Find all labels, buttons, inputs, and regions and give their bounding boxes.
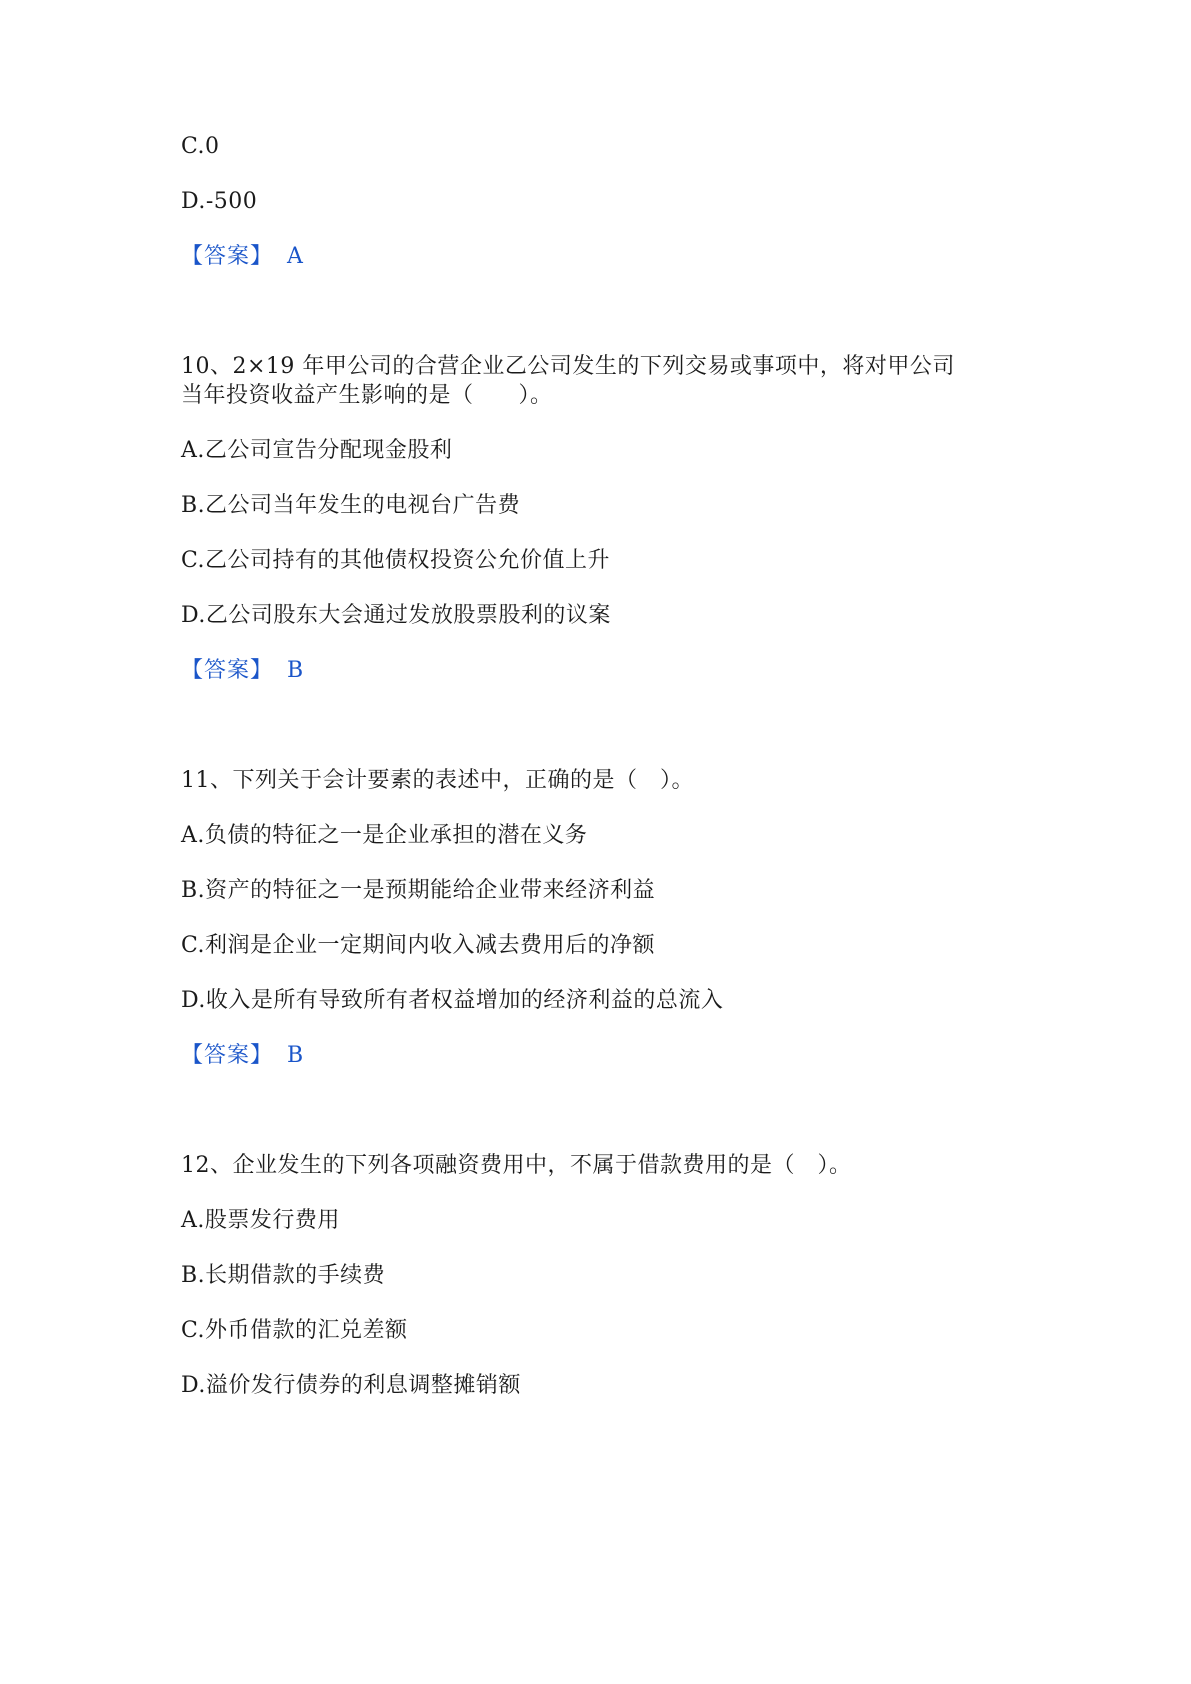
question-12-option-d: D.溢价发行债券的利息调整摊销额 [181,1373,521,1398]
question-10-answer-line [181,656,303,686]
answer-value: B [287,658,304,683]
question-12-option-c: C.外币借款的汇兑差额 [181,1318,408,1343]
question-11-option-a: A.负债的特征之一是企业承担的潜在义务 [181,823,588,848]
question-11-option-d: D.收入是所有导致所有者权益增加的经济利益的总流入 [181,988,724,1013]
question-11-option-b: B.资产的特征之一是预期能给企业带来经济利益 [181,878,656,903]
answer-value: B [287,1043,304,1068]
answer-label: 【答案】 [181,244,274,269]
question-10-option-d: D.乙公司股东大会通过发放股票股利的议案 [181,603,611,628]
option-d: D.-500 [181,189,258,214]
option-c: C.0 [181,134,220,159]
question-12-stem: 12、企业发生的下列各项融资费用中，不属于借款费用的是（ ）。 [181,1153,852,1178]
answer-value: A [287,244,303,269]
question-10-option-c: C.乙公司持有的其他债权投资公允价值上升 [181,548,611,573]
question-10-stem-line-2: 当年投资收益产生影响的是（ ）。 [181,383,553,408]
question-11-option-c: C.利润是企业一定期间内收入减去费用后的净额 [181,933,656,958]
answer-label: 【答案】 [181,658,274,683]
question-10-stem-line-1: 10、2×19 年甲公司的合营企业乙公司发生的下列交易或事项中，将对甲公司 [181,354,955,379]
answer-line [181,242,303,272]
question-10-option-b: B.乙公司当年发生的电视台广告费 [181,493,521,518]
question-12-option-b: B.长期借款的手续费 [181,1263,386,1288]
question-10-option-a: A.乙公司宣告分配现金股利 [181,438,453,463]
question-11-stem: 11、下列关于会计要素的表述中，正确的是（ ）。 [181,768,694,793]
question-12-option-a: A.股票发行费用 [181,1208,340,1233]
question-11-answer-line [181,1041,303,1071]
answer-label: 【答案】 [181,1043,274,1068]
